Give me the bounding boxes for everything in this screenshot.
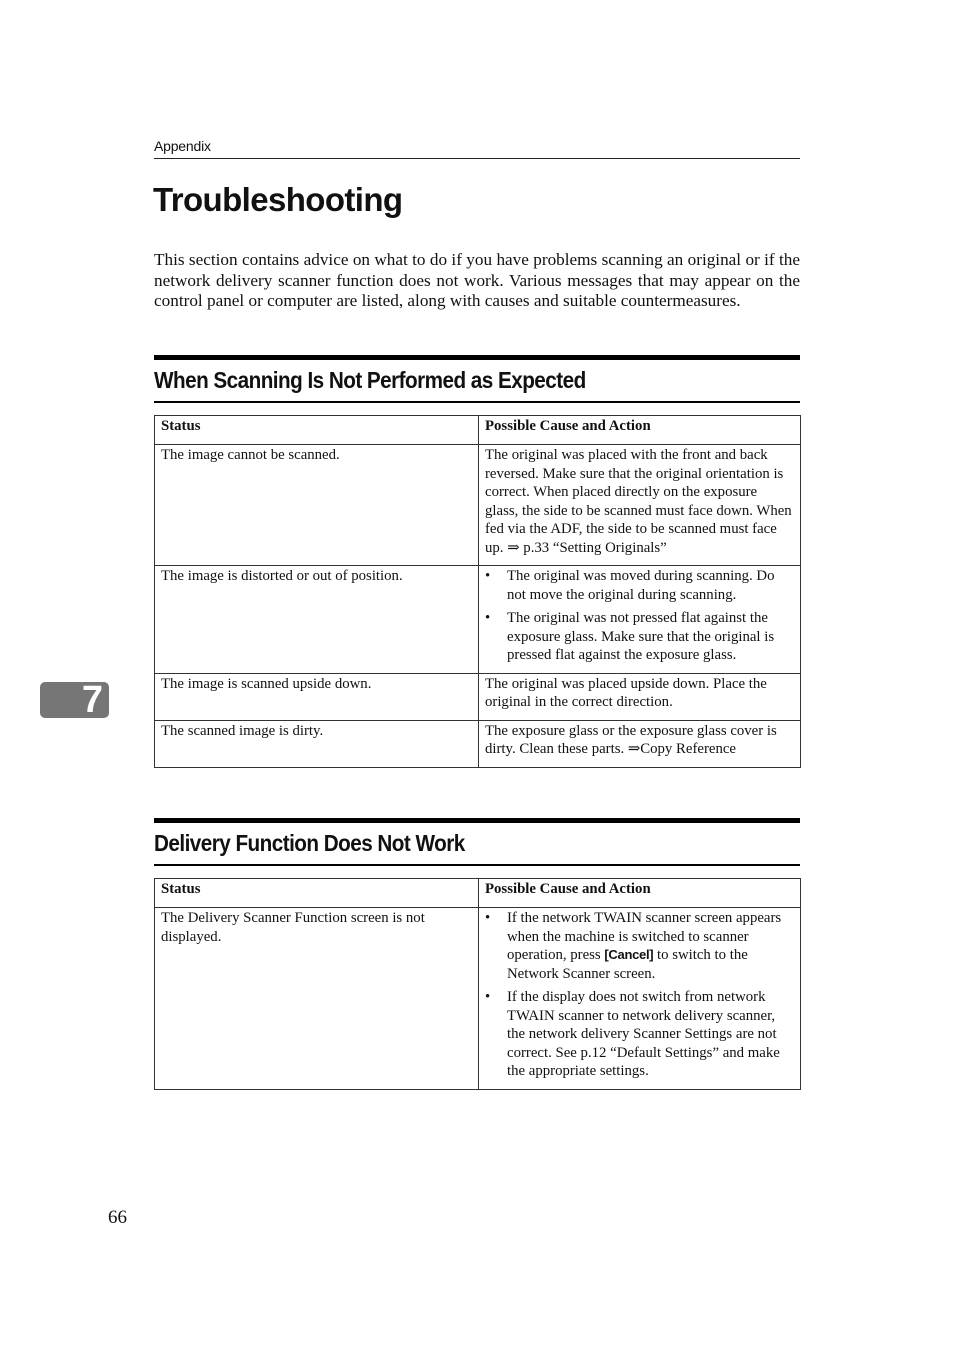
page-number: 66: [108, 1207, 127, 1228]
cause-bullet-item: [485, 988, 794, 1081]
section-2-heading: Delivery Function Does Not Work: [154, 830, 465, 856]
cause-cell: The original was placed upside down. Place the original in the correct direction.: [479, 673, 801, 720]
bullet-icon: •: [485, 568, 491, 584]
table-row: [155, 566, 801, 674]
cause-bullet-text-start: If the network TWAIN scanner screen appears when the machine is switched to scanner operation, press: [507, 910, 782, 963]
table-header-row: [155, 879, 801, 908]
bullet-icon: •: [485, 610, 491, 626]
status-cell: The scanned image is dirty.: [155, 720, 479, 767]
status-cell: The image cannot be scanned.: [155, 445, 479, 566]
scanning-troubleshooting-table: [154, 415, 801, 768]
bullet-icon: •: [485, 910, 491, 926]
table-row: [155, 908, 801, 1090]
cause-bullet-item: [485, 567, 794, 604]
cause-bullet-text-end: to switch to the Network Scanner screen.: [507, 947, 748, 982]
chapter-number: 7: [81, 679, 103, 721]
cause-bullet-text: The original was moved during scanning. Do not move the original during scanning.: [507, 568, 775, 603]
table-row: [155, 445, 801, 566]
status-column-header: Status: [155, 416, 479, 445]
section-2-rule: [154, 864, 800, 866]
table-row: [155, 673, 801, 720]
intro-paragraph: This section contains advice on what to do if you have problems scanning an original or if the network delivery scanner function does not work. Various messages that may appear on the control panel or computer are listed, along with causes and suitable countermeasures.: [154, 250, 800, 311]
cause-cell: The original was placed with the front and back reversed. Make sure that the original orientation is correct. When placed directly on the exposure glass, the side to be scanned must face down. When fed via the ADF, the side to be scanned must face up. ⇒ p.33 “Setting Originals”: [479, 445, 801, 566]
cause-bullet-text: If the display does not switch from network TWAIN scanner to network delivery scanner, the network delivery Scanner Settings are not correct. See p.12 “Default Settings” and make the appropriate settings.: [507, 989, 780, 1079]
status-cell: The image is distorted or out of position.: [155, 566, 479, 674]
bullet-icon: •: [485, 989, 491, 1005]
cause-column-header: Possible Cause and Action: [479, 879, 801, 908]
section-1-top-bar: [154, 355, 800, 360]
chapter-tab: [40, 679, 109, 721]
section-1-heading: When Scanning Is Not Performed as Expected: [154, 367, 586, 393]
table-header-row: [155, 416, 801, 445]
delivery-troubleshooting-table: [154, 878, 801, 1090]
cancel-key-label: [Cancel]: [604, 947, 654, 962]
section-1-rule: [154, 401, 800, 403]
cause-column-header: Possible Cause and Action: [479, 416, 801, 445]
table-row: [155, 720, 801, 767]
page-title: Troubleshooting: [153, 181, 403, 218]
cause-bullet-item: [485, 609, 794, 665]
cause-bullet-item: [485, 909, 794, 983]
header-rule: [154, 158, 800, 159]
status-column-header: Status: [155, 879, 479, 908]
cause-bullet-text: The original was not pressed flat against the exposure glass. Make sure that the original is pressed flat against the exposure glass.: [507, 610, 775, 663]
section-2-top-bar: [154, 818, 800, 823]
cause-bullet-list: [485, 909, 794, 1081]
cause-cell: The exposure glass or the exposure glass cover is dirty. Clean these parts. ⇒Copy Reference: [479, 720, 801, 767]
cause-bullet-list: [485, 567, 794, 665]
running-header: Appendix: [154, 138, 211, 154]
status-cell: The Delivery Scanner Function screen is not displayed.: [155, 908, 479, 1090]
cause-cell: [479, 908, 801, 1090]
status-cell: The image is scanned upside down.: [155, 673, 479, 720]
cause-cell: [479, 566, 801, 674]
